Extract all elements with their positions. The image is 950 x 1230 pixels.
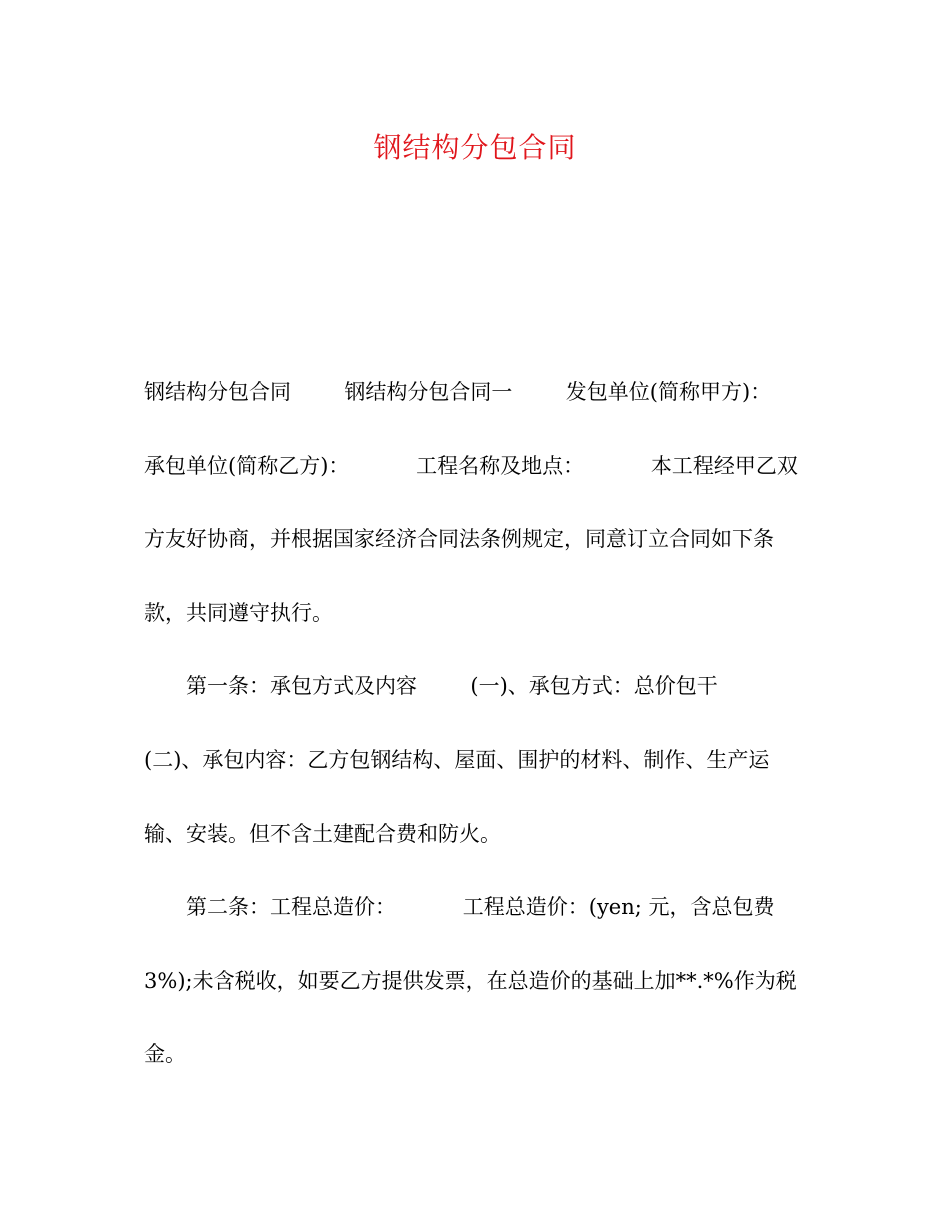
- paragraph-article-2: 第二条：工程总造价： 工程总造价：(yen; 元，含总包费3%);未含税收，如要乙方提供发票，在总造价的基础上加**.*%作为税金。: [144, 895, 797, 1067]
- paragraph-intro: 钢结构分包合同 钢结构分包合同一 发包单位(简称甲方)： 承包单位(简称乙方)： 工程名称及地点： 本工程经甲乙双方友好协商，并根据国家经济合同法条例规定，同意订立合同如下条款，共同遵守执行。: [144, 380, 825, 625]
- document-title: 钢结构分包合同: [373, 131, 577, 164]
- document-body: [144, 356, 825, 1092]
- paragraph-article-1: 第一条：承包方式及内容 (一)、承包方式：总价包干 (二)、承包内容：乙方包钢结构、屋面、围护的材料、制作、生产运输、安装。但不含土建配合费和防火。: [144, 674, 772, 846]
